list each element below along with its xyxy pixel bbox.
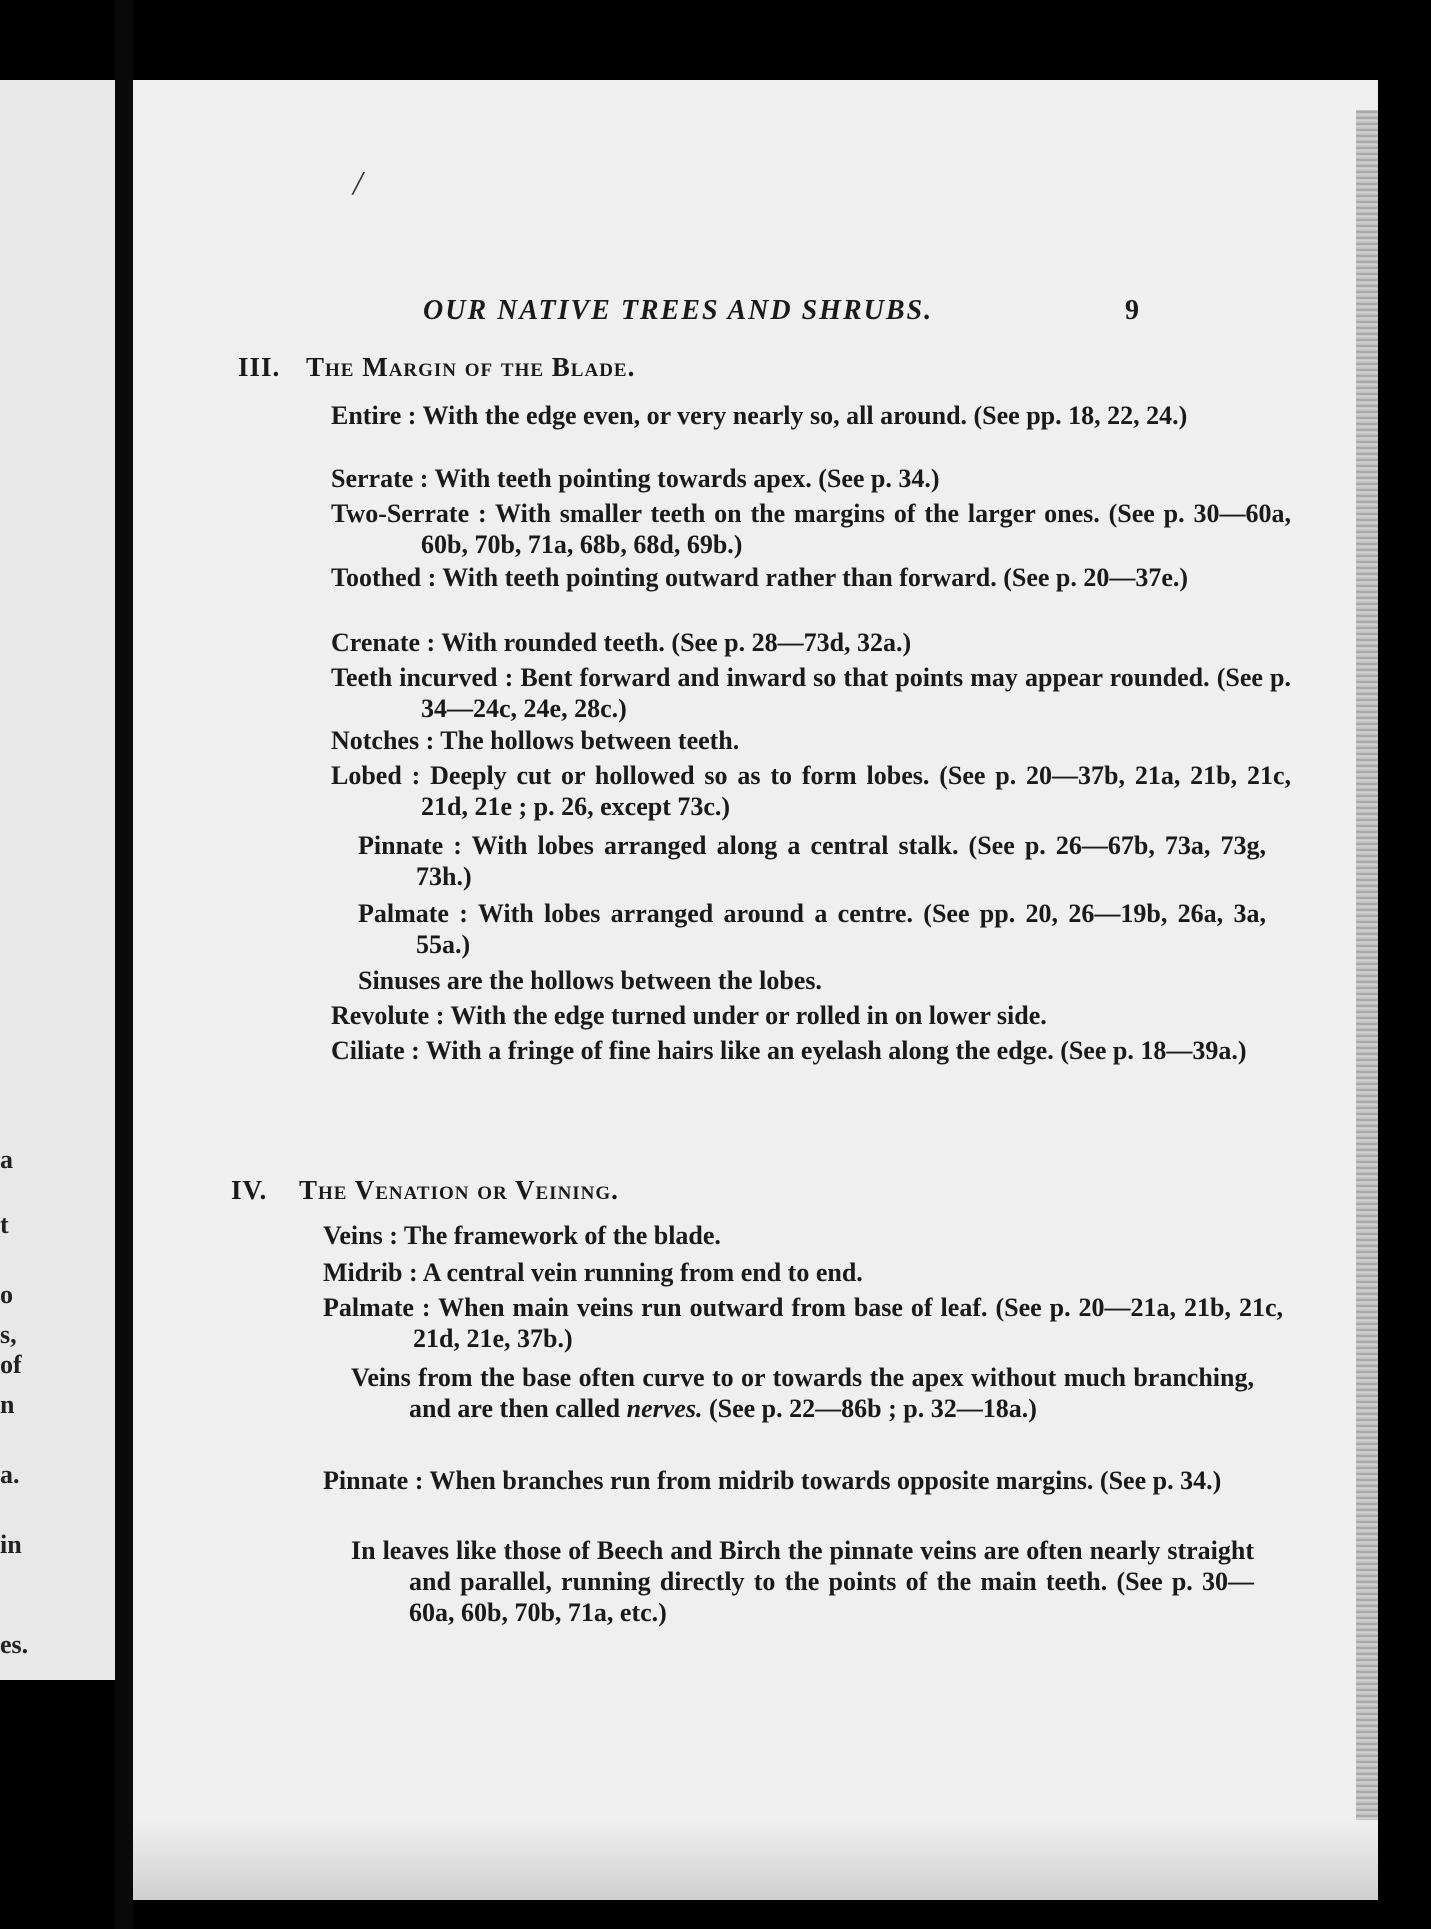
glossary-entry	[331, 662, 1291, 724]
entry-definition: With rounded teeth. (See p. 28—73d, 32a.)	[441, 628, 912, 657]
section-title: The Venation or Veining.	[299, 1175, 619, 1205]
entry-term: Sinuses	[358, 966, 441, 995]
entry-definition: Bent forward and inward so that points may appear rounded. (See p. 34—24c, 24e, 28c.)	[421, 663, 1291, 723]
glossary-entry	[323, 1292, 1283, 1354]
entry-term: Teeth incurved :	[331, 663, 514, 692]
entry-term: Toothed :	[331, 563, 437, 592]
entry-definition: With teeth pointing outward rather than forward. (See p. 20—37e.)	[442, 563, 1189, 592]
glossary-entry	[331, 463, 1291, 494]
left-text-fragment: o	[0, 1280, 13, 1309]
glossary-entry	[331, 562, 1291, 593]
glossary-entry	[323, 1465, 1283, 1496]
glossary-entry	[323, 1257, 1283, 1288]
glossary-entry	[331, 498, 1291, 560]
entry-emphasis: nerves.	[626, 1394, 703, 1423]
entry-definition: With a fringe of fine hairs like an eyelash along the edge. (See p. 18—39a.)	[425, 1036, 1247, 1065]
page-bottom-shadow	[133, 1820, 1378, 1900]
glossary-subentry	[358, 898, 1266, 960]
entry-term: Revolute :	[331, 1001, 445, 1030]
entry-definition: A central vein running from end to end.	[422, 1258, 863, 1287]
left-text-fragment: of	[0, 1350, 22, 1379]
glossary-entry	[331, 725, 1291, 756]
glossary-note	[351, 1535, 1254, 1628]
entry-definition: The hollows between teeth.	[440, 726, 740, 755]
entry-definition: With teeth pointing towards apex. (See p. 34.)	[434, 464, 940, 493]
book-spine	[115, 0, 133, 1929]
section-numeral: IV.	[231, 1175, 268, 1205]
section-heading	[238, 352, 635, 383]
entry-term: Entire :	[331, 401, 417, 430]
glossary-entry	[331, 1000, 1291, 1031]
glossary-entry	[331, 627, 1291, 658]
entry-definition: With lobes arranged along a central stalk. (See p. 26—67b, 73a, 73g, 73h.)	[416, 831, 1266, 891]
entry-term: Midrib :	[323, 1258, 418, 1287]
left-text-fragment: a	[0, 1145, 13, 1174]
glossary-entry	[331, 1035, 1291, 1066]
left-text-fragment: s,	[0, 1320, 17, 1349]
glossary-entry	[331, 400, 1291, 431]
entry-term: Palmate :	[323, 1293, 431, 1322]
entry-definition: When branches run from midrib towards opposite margins. (See p. 34.)	[429, 1466, 1222, 1495]
entry-definition: With the edge even, or very nearly so, all around. (See pp. 18, 22, 24.)	[422, 401, 1188, 430]
left-text-fragment: es.	[0, 1630, 29, 1659]
glossary-subentry	[358, 830, 1266, 892]
entry-definition: are the hollows between the lobes.	[446, 966, 822, 995]
entry-definition: The framework of the blade.	[403, 1221, 721, 1250]
section-title: The Margin of the Blade.	[306, 352, 636, 382]
left-text-fragment: a.	[0, 1460, 20, 1489]
entry-definition: With lobes arranged around a centre. (See pp. 20, 26—19b, 26a, 3a, 55a.)	[416, 899, 1266, 959]
glossary-entry	[331, 760, 1291, 822]
entry-term: In leaves like those of Beech and Birch the pinnate veins are often nearly straight and parallel, running directly to the points of the main teeth.	[351, 1536, 1254, 1596]
glossary-entry	[323, 1220, 1283, 1251]
entry-term: Serrate :	[331, 464, 429, 493]
left-page-fragment	[0, 80, 115, 1680]
entry-definition: (See p. 22—86b ; p. 32—18a.)	[708, 1394, 1037, 1423]
entry-definition: Deeply cut or hollowed so as to form lobes. (See p. 20—37b, 21a, 21b, 21c, 21d, 21e ; p. 26, except 73c.)	[421, 761, 1291, 821]
glossary-note	[351, 1362, 1254, 1424]
page-number: 9	[1125, 295, 1139, 326]
section-numeral: III.	[238, 352, 281, 382]
entry-definition: (See p. 30—60a, 60b, 70b, 71a, etc.)	[409, 1567, 1254, 1627]
entry-term: Pinnate :	[323, 1466, 424, 1495]
entry-term: Palmate :	[358, 899, 468, 928]
entry-definition: When main veins run outward from base of leaf. (See p. 20—21a, 21b, 21c, 21d, 21e, 37b.)	[413, 1293, 1283, 1353]
entry-term: Two-Serrate :	[331, 499, 487, 528]
entry-term: Lobed :	[331, 761, 421, 790]
book-page	[133, 80, 1378, 1900]
left-text-fragment: t	[0, 1210, 9, 1239]
glossary-subentry	[358, 965, 1266, 996]
stray-mark: /	[353, 165, 363, 202]
left-text-fragment: in	[0, 1530, 22, 1559]
page-edge	[1356, 110, 1378, 1890]
entry-term: Notches :	[331, 726, 435, 755]
entry-term: Pinnate :	[358, 831, 462, 860]
entry-term: Veins from the base often curve to or towards the apex without much branching, and are then called	[351, 1363, 1254, 1423]
section-heading	[231, 1175, 619, 1206]
entry-definition: With smaller teeth on the margins of the larger ones. (See p. 30—60a, 60b, 70b, 71a, 68b, 68d, 69b.)	[421, 499, 1291, 559]
entry-definition: With the edge turned under or rolled in on lower side.	[450, 1001, 1047, 1030]
running-title: OUR NATIVE TREES AND SHRUBS.	[423, 295, 934, 326]
entry-term: Veins :	[323, 1221, 398, 1250]
left-text-fragment: n	[0, 1390, 15, 1419]
entry-term: Crenate :	[331, 628, 436, 657]
entry-term: Ciliate :	[331, 1036, 420, 1065]
